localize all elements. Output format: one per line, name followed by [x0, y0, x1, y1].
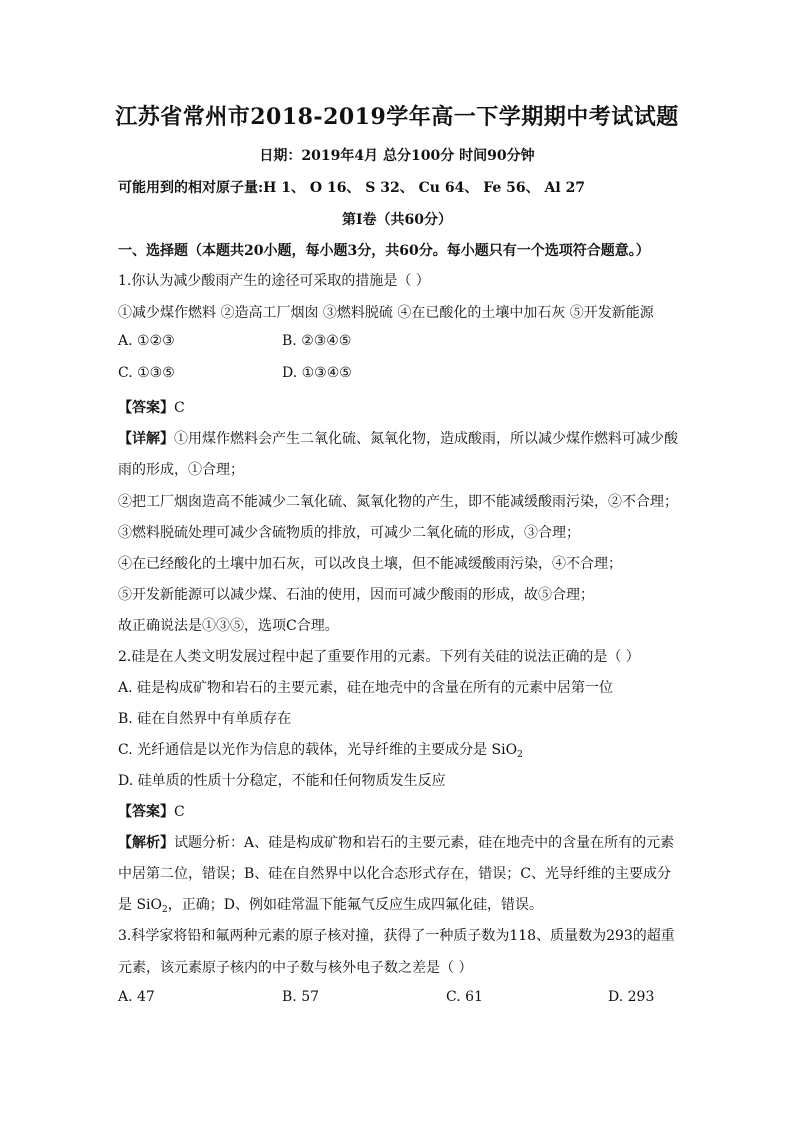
q2-option-c: C. 光纤通信是以光作为信息的载体，光导纤维的主要成分是 SiO$_2$ — [118, 742, 523, 760]
volume-heading: 第Ⅰ卷（共60分） — [341, 212, 453, 228]
q2-option-a: A. 硅是构成矿物和岩石的主要元素，硅在地壳中的含量在所有的元素中居第一位 — [118, 680, 614, 696]
q1-option-c: C. ①③⑤ — [118, 365, 175, 381]
page-title: 江苏省常州市2018-2019学年高一下学期期中考试试题 — [115, 104, 679, 130]
q3-option-c: C. 61 — [446, 989, 483, 1005]
q1-option-a: A. ①②③ — [118, 333, 175, 349]
q2-analysis-line-2: 中居第二位，错误；B、硅在自然界中以化合态形式存在，错误；C、光导纤维的主要成分 — [118, 866, 671, 882]
q1-option-b: B. ②③④⑤ — [282, 333, 352, 349]
q1-detail-line-7: 故正确说法是①③⑤，选项C合理。 — [118, 618, 339, 634]
section-heading: 一、选择题（本题共20小题，每小题3分，共60分。每小题只有一个选项符合题意。） — [118, 243, 650, 259]
q3-option-b: B. 57 — [282, 989, 320, 1005]
detail-tag: 【详解】 — [118, 431, 174, 447]
atomic-masses-line: 可能用到的相对原子量:H 1、 O 16、 S 32、 Cu 64、 Fe 56、 Al 27 — [118, 180, 586, 196]
q1-option-d: D. ①③④⑤ — [282, 365, 352, 381]
q1-items: ①减少煤作燃料 ②造高工厂烟囱 ③燃料脱硫 ④在已酸化的土壤中加石灰 ⑤开发新能源 — [118, 305, 654, 321]
answer-value: C — [174, 804, 185, 820]
q1-detail-line-5: ④在已经酸化的土壤中加石灰，可以改良土壤，但不能减缓酸雨污染，④不合理； — [118, 556, 622, 572]
q2-analysis-line-1: 【解析】试题分析：A、硅是构成矿物和岩石的主要元素，硅在地壳中的含量在所有的元素 — [118, 835, 675, 851]
q1-stem: 1.你认为减少酸雨产生的途径可采取的措施是（ ） — [118, 273, 430, 289]
q3-stem-line-2: 元素，该元素原子核内的中子数与核外电子数之差是（ ） — [118, 960, 473, 976]
exam-info: 日期：2019年4月 总分100分 时间90分钟 — [259, 148, 535, 164]
q1-detail-line-1: 【详解】①用煤作燃料会产生二氧化硫、氮氧化物，造成酸雨，所以减少煤作燃料可减少酸 — [118, 431, 678, 447]
q2-stem: 2.硅是在人类文明发展过程中起了重要作用的元素。下列有关硅的说法正确的是（ ） — [118, 649, 640, 665]
analysis-tag: 【解析】 — [118, 835, 174, 851]
q1-detail-line-3: ②把工厂烟囱造高不能减少二氧化硫、氮氧化物的产生，即不能减缓酸雨污染，②不合理； — [118, 494, 678, 510]
q3-stem-line-1: 3.科学家将铅和氟两种元素的原子核对撞，获得了一种质子数为118、质量数为293的超重 — [118, 928, 675, 944]
q3-option-a: A. 47 — [118, 989, 155, 1005]
answer-value: C — [174, 400, 185, 416]
q2-option-b: B. 硅在自然界中有单质存在 — [118, 711, 292, 727]
q2-option-d: D. 硅单质的性质十分稳定，不能和任何物质发生反应 — [118, 773, 446, 789]
answer-tag: 【答案】 — [118, 804, 174, 820]
q1-detail-line-6: ⑤开发新能源可以减少煤、石油的使用，因而可减少酸雨的形成，故⑤合理； — [118, 587, 594, 603]
q1-detail-line-4: ③燃料脱硫处理可减少含硫物质的排放，可减少二氧化硫的形成，③合理； — [118, 525, 580, 541]
q2-answer — [118, 801, 185, 821]
q2-analysis-line-3: 是 SiO$_2$，正确；D、例如硅常温下能氟气反应生成四氟化硅，错误。 — [118, 897, 543, 915]
answer-tag: 【答案】 — [118, 400, 174, 416]
q3-option-d: D. 293 — [608, 989, 655, 1005]
q1-answer — [118, 397, 185, 417]
q1-detail-line-2: 雨的形成，①合理； — [118, 462, 244, 478]
